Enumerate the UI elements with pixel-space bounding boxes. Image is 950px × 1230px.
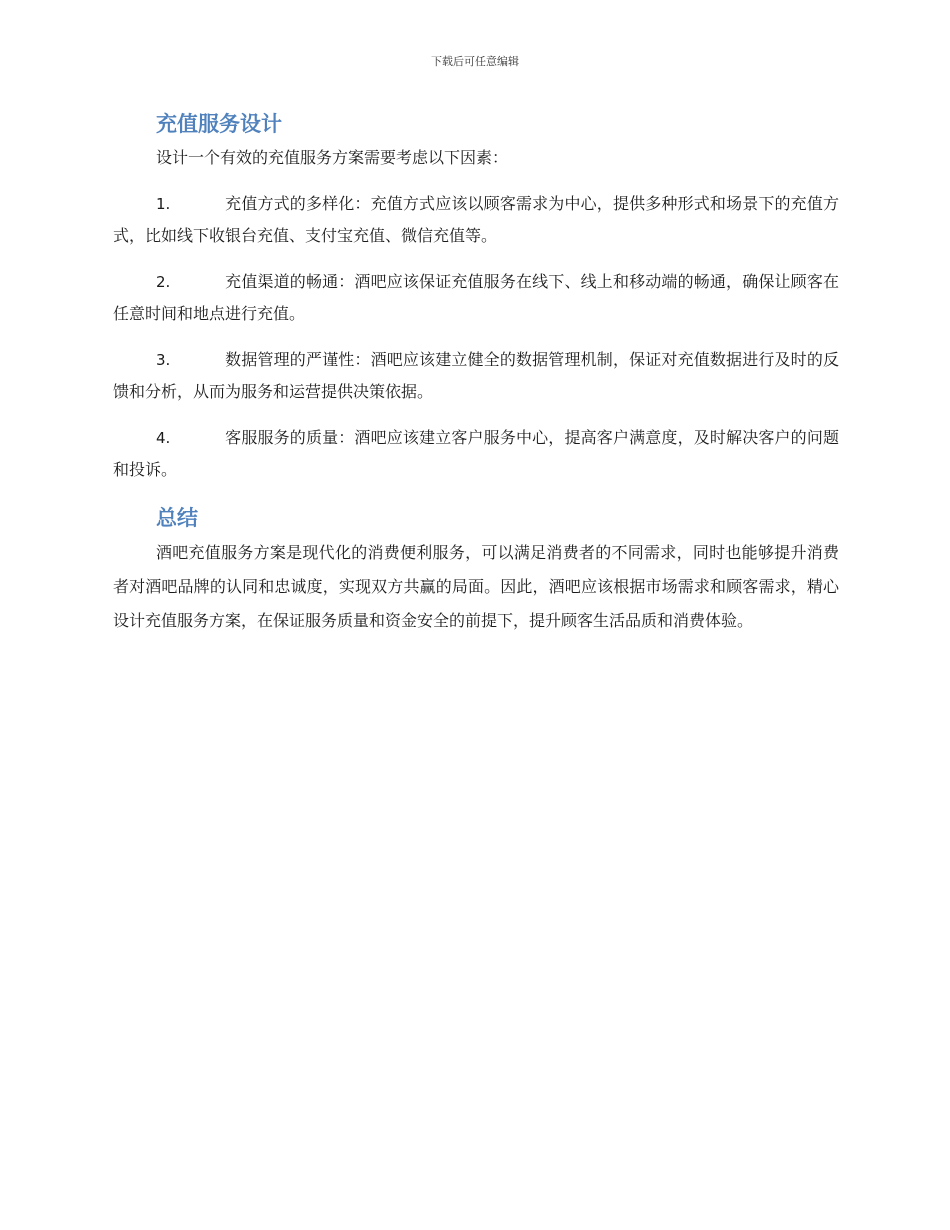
- list-text: 充值方式的多样化：充值方式应该以顾客需求为中心，提供多种形式和场景下的充值方式，比如线下收银台充值、支付宝充值、微信充值等。: [113, 194, 839, 245]
- list-text: 数据管理的严谨性：酒吧应该建立健全的数据管理机制，保证对充值数据进行及时的反馈和分析，从而为服务和运营提供决策依据。: [113, 350, 839, 401]
- list-text: 客服服务的质量：酒吧应该建立客户服务中心，提高客户满意度，及时解决客户的问题和投诉。: [113, 428, 839, 479]
- list-number: 2.: [156, 273, 171, 291]
- section-heading-summary: 总结: [156, 506, 198, 530]
- list-text: 充值渠道的畅通：酒吧应该保证充值服务在线下、线上和移动端的畅通，确保让顾客在任意时间和地点进行充值。: [113, 272, 839, 323]
- list-number: 1.: [156, 195, 171, 213]
- summary-paragraph: 酒吧充值服务方案是现代化的消费便利服务，可以满足消费者的不同需求，同时也能够提升消费者对酒吧品牌的认同和忠诚度，实现双方共赢的局面。因此，酒吧应该根据市场需求和顾客需求，精心设计充值服务方案，在保证服务质量和资金安全的前提下，提升顾客生活品质和消费体验。: [113, 543, 839, 630]
- list-item-4: [113, 422, 839, 486]
- list-number: 3.: [156, 351, 171, 369]
- list-number: 4.: [156, 429, 171, 447]
- document-body: [113, 106, 839, 638]
- list-item-1: [113, 188, 839, 252]
- page-header: 下载后可任意编辑: [431, 55, 519, 68]
- intro-paragraph: 设计一个有效的充值服务方案需要考虑以下因素：: [156, 148, 509, 167]
- list-item-3: [113, 344, 839, 408]
- list-item-2: [113, 266, 839, 330]
- section-heading-recharge-design: 充值服务设计: [156, 112, 282, 136]
